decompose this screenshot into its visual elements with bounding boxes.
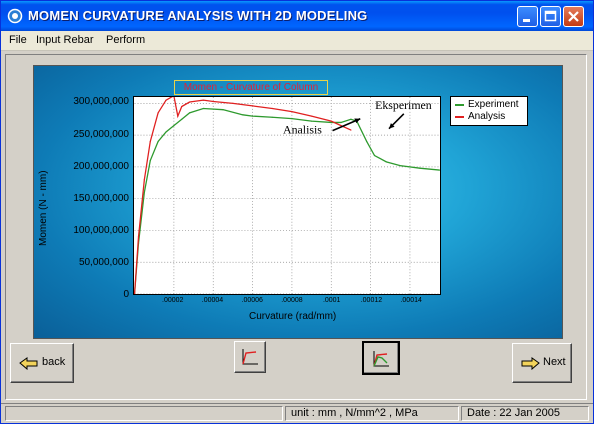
data-point-analysis-2 bbox=[144, 179, 145, 180]
minimize-button[interactable] bbox=[517, 6, 538, 27]
data-point-experiment-11 bbox=[242, 114, 243, 115]
window-title: MOMEN CURVATURE ANALYSIS WITH 2D MODELING bbox=[28, 8, 368, 23]
x-tick-label: .00012 bbox=[360, 297, 383, 304]
data-point-experiment-24 bbox=[419, 168, 420, 169]
data-point-experiment-3 bbox=[150, 160, 151, 161]
chart-curve-icon bbox=[240, 347, 260, 367]
title-bar bbox=[1, 1, 593, 31]
chart-panel bbox=[33, 65, 563, 339]
data-point-analysis-16 bbox=[311, 115, 312, 116]
annotation-eksperimen: Eksperimen bbox=[375, 97, 432, 112]
next-button[interactable] bbox=[512, 343, 572, 383]
data-point-analysis-5 bbox=[165, 100, 166, 101]
data-point-experiment-23 bbox=[400, 165, 401, 166]
main-panel bbox=[5, 54, 587, 400]
legend-swatch-analysis bbox=[455, 116, 464, 118]
data-point-analysis-17 bbox=[331, 121, 332, 122]
data-point-experiment-18 bbox=[350, 119, 351, 120]
data-point-experiment-7 bbox=[181, 119, 182, 120]
pointing-hand-right-icon bbox=[520, 357, 540, 370]
back-button-label: back bbox=[42, 356, 66, 368]
data-point-experiment-17 bbox=[341, 122, 342, 123]
data-point-experiment-2 bbox=[144, 192, 145, 193]
data-point-analysis-10 bbox=[203, 100, 204, 101]
menu-file[interactable]: File bbox=[9, 34, 27, 46]
status-cell-empty bbox=[5, 406, 283, 421]
y-tick-label: 50,000,000 bbox=[78, 256, 129, 268]
data-point-analysis-0 bbox=[134, 293, 135, 294]
menu-perform[interactable]: Perform bbox=[106, 34, 146, 46]
data-point-analysis-11 bbox=[213, 101, 214, 102]
data-point-analysis-15 bbox=[291, 111, 292, 112]
data-point-experiment-9 bbox=[203, 108, 204, 109]
annotation-analisis: Analisis bbox=[283, 122, 322, 137]
data-point-experiment-20 bbox=[366, 141, 367, 142]
data-point-experiment-6 bbox=[173, 125, 174, 126]
x-axis-title: Curvature (rad/mm) bbox=[249, 311, 337, 322]
next-button-label: Next bbox=[543, 356, 566, 368]
data-point-analysis-14 bbox=[272, 108, 273, 109]
data-point-analysis-8 bbox=[181, 106, 182, 107]
data-point-experiment-14 bbox=[291, 118, 292, 119]
chart-title: Momen - Curvature of Column bbox=[174, 80, 328, 95]
data-point-experiment-12 bbox=[252, 115, 253, 116]
data-point-experiment-5 bbox=[165, 131, 166, 132]
y-tick-label: 0 bbox=[123, 289, 129, 300]
pointing-hand-left-icon bbox=[19, 357, 39, 370]
data-point-analysis-3 bbox=[150, 141, 151, 142]
legend-label-analysis: Analysis bbox=[468, 111, 506, 122]
data-point-experiment-13 bbox=[272, 117, 273, 118]
chart-view-1-button[interactable] bbox=[234, 341, 266, 373]
y-tick-label: 250,000,000 bbox=[73, 128, 129, 140]
data-point-experiment-10 bbox=[222, 109, 223, 110]
y-tick-label: 300,000,000 bbox=[73, 96, 129, 108]
plot-area bbox=[133, 96, 441, 295]
data-point-experiment-25 bbox=[439, 169, 440, 170]
data-point-analysis-4 bbox=[158, 112, 159, 113]
data-point-analysis-13 bbox=[252, 105, 253, 106]
data-point-analysis-12 bbox=[232, 103, 233, 104]
x-tick-label: .00014 bbox=[400, 297, 422, 304]
x-tick-label: .00008 bbox=[281, 297, 303, 304]
status-date: Date : 22 Jan 2005 bbox=[461, 406, 589, 421]
status-unit: unit : mm , N/mm^2 , MPa bbox=[285, 406, 459, 421]
y-axis-title: Momen (N - mm) bbox=[38, 170, 49, 246]
data-point-experiment-4 bbox=[158, 141, 159, 142]
status-bar bbox=[1, 403, 593, 424]
minimize-icon bbox=[518, 7, 537, 26]
y-tick-label: 100,000,000 bbox=[73, 224, 129, 236]
legend-label-experiment: Experiment bbox=[468, 99, 519, 110]
back-button[interactable] bbox=[10, 343, 74, 383]
chart-curve-compare-icon bbox=[371, 349, 391, 369]
legend-swatch-experiment bbox=[455, 104, 464, 106]
data-point-experiment-21 bbox=[374, 155, 375, 156]
y-tick-label: 200,000,000 bbox=[73, 160, 129, 172]
x-tick-label: .00002 bbox=[162, 297, 184, 304]
maximize-button[interactable] bbox=[540, 6, 561, 27]
maximize-icon bbox=[541, 7, 560, 26]
x-tick-label: .0001 bbox=[322, 297, 341, 304]
menu-input-rebar[interactable]: Input Rebar bbox=[36, 34, 94, 46]
x-tick-label: .00004 bbox=[201, 297, 224, 304]
data-point-experiment-8 bbox=[189, 112, 190, 113]
close-icon bbox=[564, 7, 583, 26]
data-point-experiment-22 bbox=[386, 161, 387, 162]
menu-bar bbox=[1, 31, 593, 51]
data-point-analysis-1 bbox=[138, 236, 139, 237]
chart-legend bbox=[450, 96, 528, 126]
x-tick-label: .00006 bbox=[241, 297, 263, 304]
data-point-analysis-9 bbox=[189, 101, 190, 102]
data-point-experiment-15 bbox=[311, 121, 312, 122]
app-icon bbox=[7, 8, 23, 24]
data-point-analysis-19 bbox=[350, 129, 351, 130]
y-tick-label: 150,000,000 bbox=[73, 192, 129, 204]
chart-view-2-button[interactable] bbox=[362, 341, 400, 375]
close-button[interactable] bbox=[563, 6, 584, 27]
data-point-analysis-7 bbox=[177, 115, 178, 116]
